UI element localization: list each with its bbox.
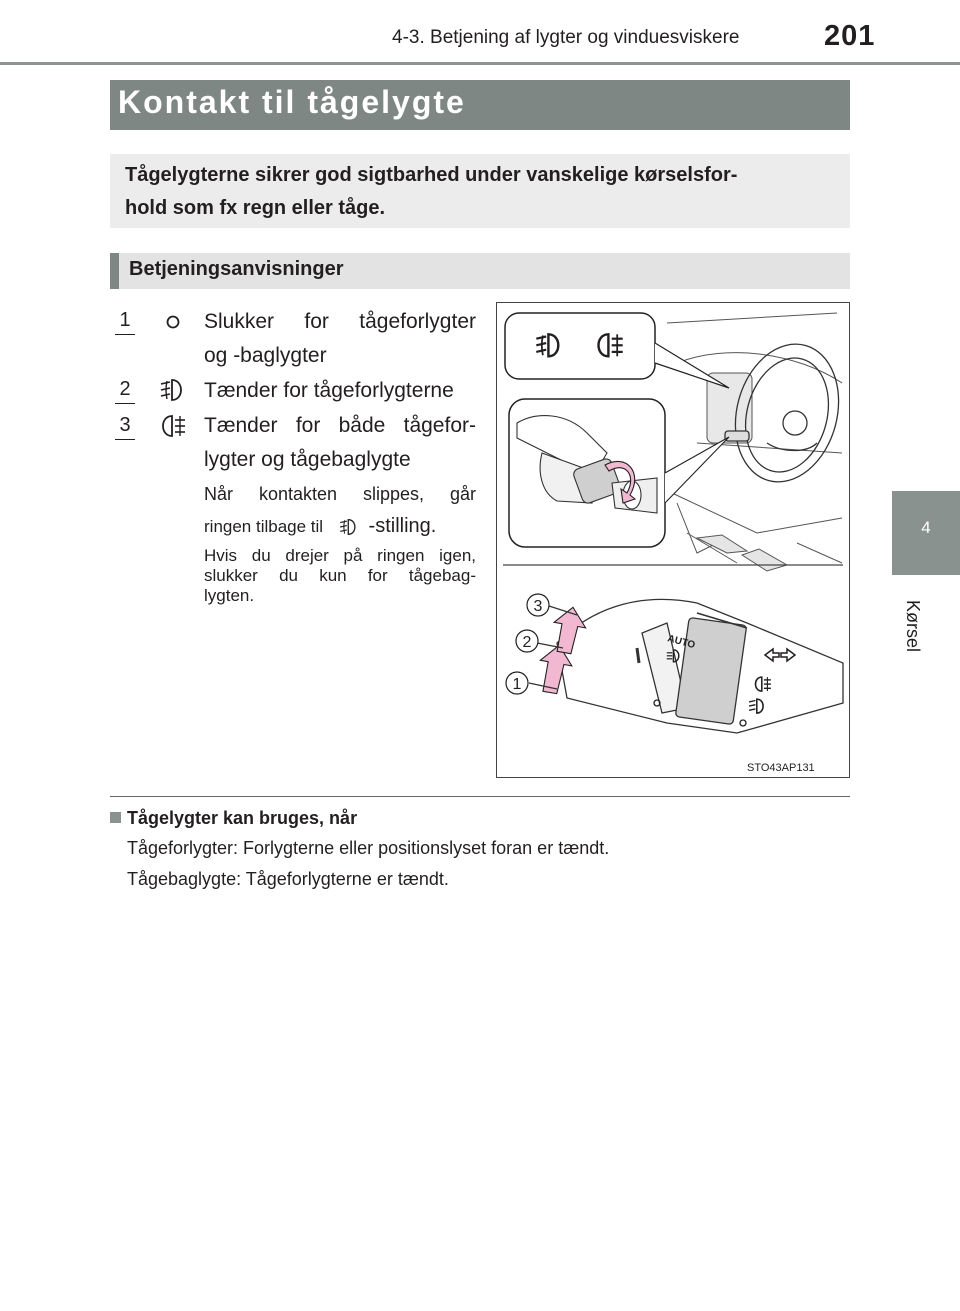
item-number-3-text: 3 [119,414,131,436]
callout-1-text: 1 [512,676,522,693]
off-ring-icon [164,313,182,331]
chapter-number: 4 [921,518,931,537]
note-2-line-1: Hvis du drejer på ringen igen, [204,546,476,565]
bullet-square [110,812,121,823]
item-2-line-1: Tænder for tågeforlygterne [204,379,454,402]
note-1-text-pre: ringen tilbage til [204,517,324,536]
item-number-3 [114,414,136,438]
front-fog-icon [158,377,188,403]
item-number-1-text: 1 [119,309,131,331]
condition-rear: Tågebaglygte: Tågeforlygterne er tændt. [127,869,449,889]
item-number-2 [114,378,136,402]
page-number: 201 [824,20,876,52]
item-1-line-1: Slukker for tågeforlygter [204,310,476,333]
item-number-1 [114,309,136,333]
chapter-label [903,600,923,680]
intro-line-1: Tågelygterne sikrer god sigtbarhed under vanskelige kørselsfor- [125,164,738,186]
rear-fog-icon [158,413,188,439]
illustration-drawing [497,303,849,777]
item-1-line-2: og -baglygter [204,344,327,367]
note-1-line-2 [204,516,436,537]
condition-front: Tågeforlygter: Forlygterne eller positionslyset foran er tændt. [127,838,610,858]
callout-2-text: 2 [522,634,532,651]
front-fog-icon [338,517,360,537]
intro-text [125,159,840,225]
note-2-line-2: slukker du kun for tågebag- [204,566,476,585]
conditions-heading-text: Tågelygter kan bruges, når [127,808,358,828]
item-number-2-text: 2 [119,378,131,400]
item-3-line-2: lygter og tågebaglygte [204,448,411,471]
fog-switch-illustration [496,302,850,778]
intro-line-2: hold som fx regn eller tåge. [125,197,386,219]
running-header-section: 4-3. Betjening af lygter og vinduesviskere [392,27,740,48]
header-rule [0,62,960,65]
section-rule [110,796,850,797]
auto-label: AUTO [666,633,697,652]
chapter-label-text: Kørsel [903,600,923,653]
subheading-accent [110,253,119,289]
note-2-line-3: lygten. [204,586,255,605]
conditions-heading [110,808,357,829]
note-1-text-post: -stilling. [368,515,437,537]
illustration-code: STO43AP131 [747,762,815,774]
subheading: Betjeningsanvisninger [129,258,344,280]
callout-3-text: 3 [533,598,543,615]
note-1-line-1: Når kontakten slippes, går [204,484,476,504]
page-title: Kontakt til tågelygte [118,84,466,120]
item-3-line-1: Tænder for både tågefor- [204,414,476,437]
